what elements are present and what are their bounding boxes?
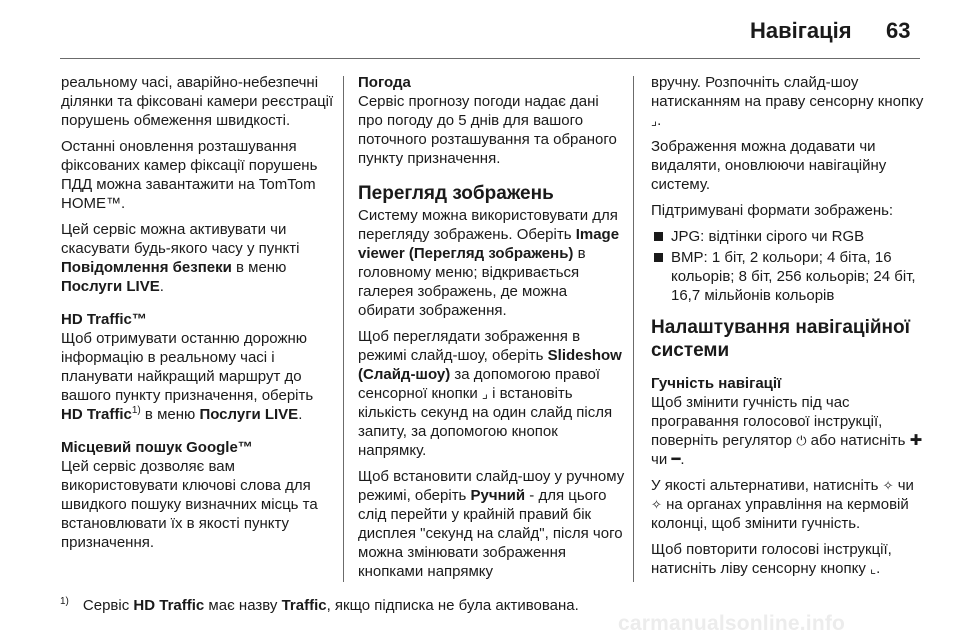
- text: і встановіть кількість секунд на один слайд після запиту, за допомогою кнопок напрямку.: [358, 385, 613, 459]
- text: вручну. Розпочніть слайд-шоу натисканням на праву сенсорну кнопку: [651, 74, 924, 110]
- menu-item-reference: Slideshow (Слайд-шоу): [358, 347, 622, 383]
- paragraph: [651, 73, 926, 130]
- text: , якщо підписка не була активована.: [326, 597, 579, 614]
- text: .: [159, 278, 164, 295]
- service-name: HD Traffic: [133, 597, 205, 614]
- paragraph: [61, 329, 335, 424]
- column-divider-2: [633, 76, 634, 582]
- menu-item-reference: Повідомлення безпеки: [61, 259, 232, 276]
- footnote: [60, 592, 579, 615]
- text: чи: [893, 477, 914, 494]
- list-item: [651, 248, 926, 305]
- right-softkey-icon: ⌟: [481, 386, 488, 401]
- text: в головному меню; відкривається галерея зображень, де можна обирати зображення.: [358, 245, 586, 319]
- menu-item-reference: Ручний: [470, 487, 526, 504]
- volume-down-icon: ✧: [651, 497, 662, 512]
- text: .: [657, 112, 662, 129]
- text: Щоб повторити голосові інструкції, натисніть ліву сенсорну кнопку: [651, 541, 892, 577]
- menu-reference: Послуги LIVE: [199, 406, 299, 423]
- text: Щоб встановити слайд-шоу у ручному режимі, оберіть: [358, 468, 625, 504]
- text: має назву: [204, 597, 282, 614]
- paragraph: Цей сервіс дозволяє вам використовувати ключові слова для швидкого пошуку визначних місць та встановлювати їх в якості пункту призначення.: [61, 458, 318, 551]
- list-item-text: BMP: 1 біт, 2 кольори; 4 біта, 16 кольорів; 8 біт, 256 кольорів; 24 біт, 16,7 мільйонів кольорів: [671, 249, 916, 304]
- bullet-icon: [654, 253, 663, 262]
- menu-item-reference: HD Traffic: [61, 406, 132, 423]
- text: Щоб переглядати зображення в режимі слайд-шоу, оберіть: [358, 328, 581, 364]
- volume-up-icon: ✧: [882, 478, 894, 493]
- text: в меню: [140, 406, 200, 423]
- paragraph: [651, 476, 926, 533]
- column-right: [651, 73, 926, 585]
- service-name: Traffic: [281, 597, 327, 614]
- paragraph: [651, 540, 926, 578]
- text: в меню: [231, 259, 287, 276]
- format-list: [651, 227, 926, 305]
- text: Систему можна використовувати для перегляду зображень. Оберіть: [358, 207, 618, 243]
- menu-reference: Послуги LIVE: [61, 278, 160, 295]
- section-heading-hd-traffic: HD Traffic™: [61, 311, 147, 328]
- minus-icon: ━: [671, 451, 681, 468]
- footnote-marker: 1): [131, 405, 141, 416]
- paragraph: [61, 220, 335, 296]
- text: чи: [651, 451, 672, 468]
- text: на органах управління на кермовій колонці, щоб змінити гучність.: [651, 496, 909, 532]
- watermark: carmanualsonline.info: [618, 612, 846, 635]
- paragraph: [358, 206, 626, 320]
- text: .: [298, 406, 303, 423]
- section-heading-navigation-settings: Налаштування навігаційної системи: [651, 317, 910, 361]
- list-item: [651, 227, 926, 246]
- text: - для цього слід перейти у крайній правий бік дисплея "секунд на слайд", після чого можна змінювати зображення кнопками напрямку: [358, 487, 623, 580]
- text: Сервіс: [82, 597, 134, 614]
- left-softkey-icon: ⌞: [870, 561, 877, 576]
- section-heading-local-search: Місцевий пошук Google™: [61, 439, 253, 456]
- text: або натисніть: [806, 432, 910, 449]
- paragraph: [358, 327, 626, 460]
- text: .: [680, 451, 685, 468]
- page-header-title: Навігація: [750, 18, 852, 43]
- paragraph: реальному часі, аварійно-небезпечні ділянки та фіксовані камери реєстрації порушень обмеження швидкості.: [61, 74, 334, 129]
- paragraph: Сервіс прогнозу погоди надає дані про погоду до 5 днів для вашого поточного розташування та обраного пункту призначення.: [358, 93, 617, 167]
- text: Цей сервіс можна активувати чи скасувати будь-якого часу у пункті: [61, 221, 300, 257]
- text: Щоб отримувати останню дорожню інформацію в реальному часі і планувати найкращий маршрут до вашого пункту призначення, оберіть: [61, 330, 314, 404]
- plus-icon: ✚: [909, 432, 923, 449]
- text: за допомогою правої сенсорної кнопки: [358, 366, 601, 402]
- paragraph: [358, 467, 626, 581]
- page-number: 63: [886, 18, 911, 43]
- section-heading-weather: Погода: [358, 74, 411, 91]
- header-divider: [60, 58, 920, 59]
- text: У якості альтернативи, натисніть: [651, 477, 883, 494]
- paragraph: Підтримувані формати зображень:: [651, 202, 894, 219]
- paragraph: Зображення можна додавати чи видаляти, оновлюючи навігаційну систему.: [651, 138, 887, 193]
- column-left: [61, 73, 335, 559]
- paragraph: [651, 393, 926, 469]
- text: .: [876, 560, 881, 577]
- text: Щоб змінити гучність під час програвання голосової інструкції, поверніть регулятор: [651, 394, 883, 449]
- bullet-icon: [654, 232, 663, 241]
- footnote-marker: 1): [60, 596, 69, 607]
- section-heading-navigation-volume: Гучність навігації: [651, 375, 782, 392]
- paragraph: Останні оновлення розташування фіксованих камер фіксації порушень ПДД можна завантажити на TomTom HOME™.: [61, 138, 318, 212]
- section-heading-image-viewer: Перегляд зображень: [358, 183, 554, 204]
- list-item-text: JPG: відтінки сірого чи RGB: [671, 228, 865, 245]
- column-middle: [358, 73, 626, 588]
- volume-knob-icon: ⏻: [796, 433, 807, 448]
- column-divider-1: [343, 76, 344, 582]
- menu-item-reference: Image viewer (Перегляд зображень): [358, 226, 620, 262]
- right-softkey-icon: ⌟: [651, 113, 658, 128]
